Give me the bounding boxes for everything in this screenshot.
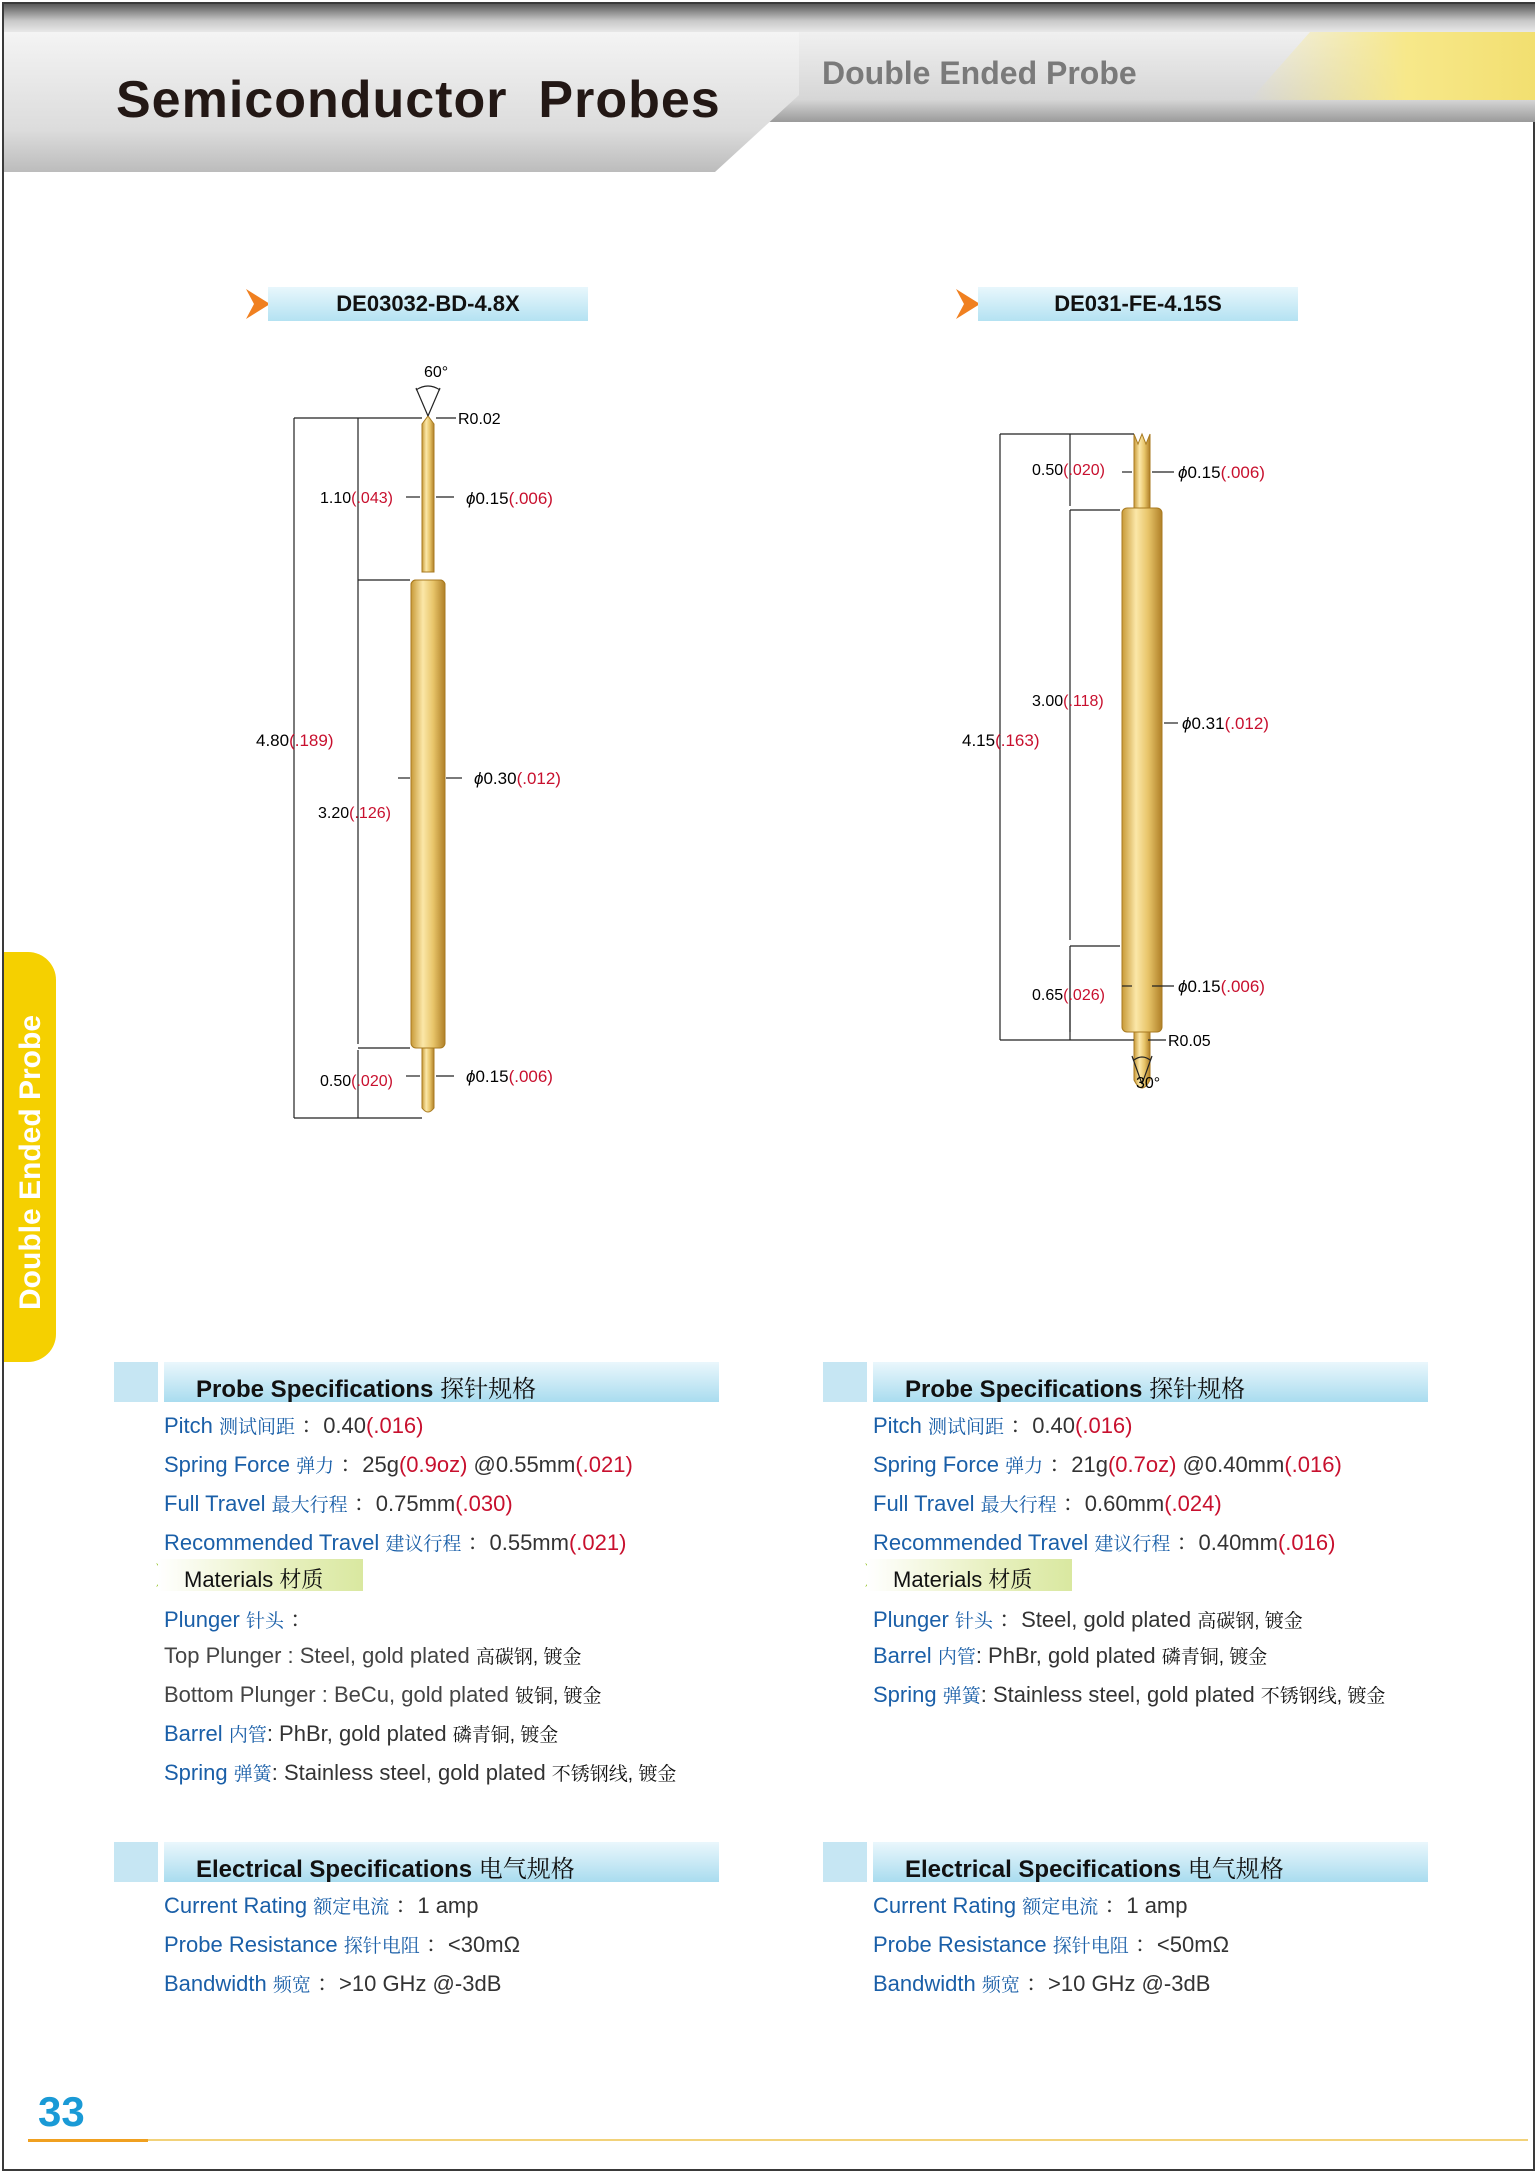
spec-pitch: Pitch 测试间距 ：0.40(.016) [164,1413,424,1438]
spec-full-travel: Full Travel 最大行程 ：0.75mm(.030) [164,1491,513,1516]
footer-line [28,2139,1528,2141]
dim-top-len: 0.50(.020) [1032,462,1105,479]
electrical-specs-header-right: Electrical Specifications 电气规格 [823,1842,1433,1882]
dim-bottom-len: 0.65(.026) [1032,987,1105,1004]
mat-barrel: Barrel 内管: PhBr, gold plated 磷青铜, 镀金 [873,1643,1268,1668]
dim-barrel-dia: ϕ0.31(.012) [1182,714,1269,733]
page-title: Semiconductor Probes [116,71,721,129]
mat-bottom-plunger: Bottom Plunger : BeCu, gold plated 铍铜, 镀金 [164,1682,602,1707]
dim-barrel-len: 3.20(.126) [318,805,391,822]
dim-barrel-len: 3.00(.118) [1032,693,1104,710]
dim-top-dia: ϕ0.15(.006) [466,489,553,508]
mat-plunger: Plunger 针头 ： [164,1607,313,1632]
dim-radius: R0.05 [1168,1033,1211,1050]
elec-bandwidth: Bandwidth 频宽 ：>10 GHz @-3dB [164,1971,502,1996]
spec-recommended-travel: Recommended Travel 建议行程 ：0.40mm(.016) [873,1530,1336,1555]
dim-radius: R0.02 [458,411,501,428]
probe-diagram-left [240,360,600,1130]
mat-barrel: Barrel 内管: PhBr, gold plated 磷青铜, 镀金 [164,1721,559,1746]
dim-total: 4.15(.163) [962,731,1040,750]
spec-recommended-travel: Recommended Travel 建议行程 ：0.55mm(.021) [164,1530,627,1555]
dim-bottom-dia: ϕ0.15(.006) [466,1067,553,1086]
dim-angle: 30° [1136,1075,1161,1092]
elec-resistance: Probe Resistance 探针电阻 ：<50mΩ [873,1932,1230,1957]
probe-specs-header-left: Probe Specifications 探针规格 [114,1362,724,1402]
side-tab-label: Double Ended Probe [14,1014,47,1310]
mat-spring: Spring 弹簧: Stainless steel, gold plated 不锈钢线, 镀金 [164,1760,677,1785]
elec-resistance: Probe Resistance 探针电阻 ：<30mΩ [164,1932,521,1957]
elec-bandwidth: Bandwidth 频宽 ：>10 GHz @-3dB [873,1971,1211,1996]
page-number: 33 [38,2088,85,2135]
footer-accent [28,2139,148,2142]
model-label-right: DE031-FE-4.15S [978,287,1298,321]
dim-bottom-dia: ϕ0.15(.006) [1178,977,1265,996]
elec-current: Current Rating 额定电流 ：1 amp [164,1893,479,1918]
probe-diagram-right [950,420,1310,1100]
bottom-plunger [422,1048,434,1112]
elec-current: Current Rating 额定电流 ：1 amp [873,1893,1188,1918]
probe-specs-header-right: Probe Specifications 探针规格 [823,1362,1433,1402]
page-subtitle: Double Ended Probe [822,55,1137,91]
spec-pitch: Pitch 测试间距 ：0.40(.016) [873,1413,1133,1438]
top-plunger [422,416,434,572]
mat-plunger: Plunger 针头 ：Steel, gold plated 高碳钢, 镀金 [873,1607,1303,1632]
model-label-left: DE03032-BD-4.8X [268,287,588,321]
spec-spring-force: Spring Force 弹力 ：21g(0.7oz) @0.40mm(.016) [873,1452,1342,1477]
top-bar [4,4,1535,32]
materials-header-right: Materials 材质 [855,1559,1095,1591]
electrical-specs-header-left: Electrical Specifications 电气规格 [114,1842,724,1882]
dim-angle: 60° [424,364,449,381]
dim-total: 4.80(.189) [256,731,334,750]
top-plunger [1134,434,1150,508]
materials-header-left: Materials 材质 [146,1559,386,1591]
spec-full-travel: Full Travel 最大行程 ：0.60mm(.024) [873,1491,1222,1516]
dim-bottom-len: 0.50(.020) [320,1073,393,1090]
dim-top-dia: ϕ0.15(.006) [1178,463,1265,482]
dim-top-len: 1.10(.043) [320,490,393,507]
barrel [411,580,445,1048]
mat-top-plunger: Top Plunger : Steel, gold plated 高碳钢, 镀金 [164,1643,582,1668]
barrel [1122,508,1162,1032]
mat-spring: Spring 弹簧: Stainless steel, gold plated 不锈钢线, 镀金 [873,1682,1386,1707]
spec-spring-force: Spring Force 弹力 ：25g(0.9oz) @0.55mm(.021) [164,1452,633,1477]
dim-barrel-dia: ϕ0.30(.012) [474,769,561,788]
